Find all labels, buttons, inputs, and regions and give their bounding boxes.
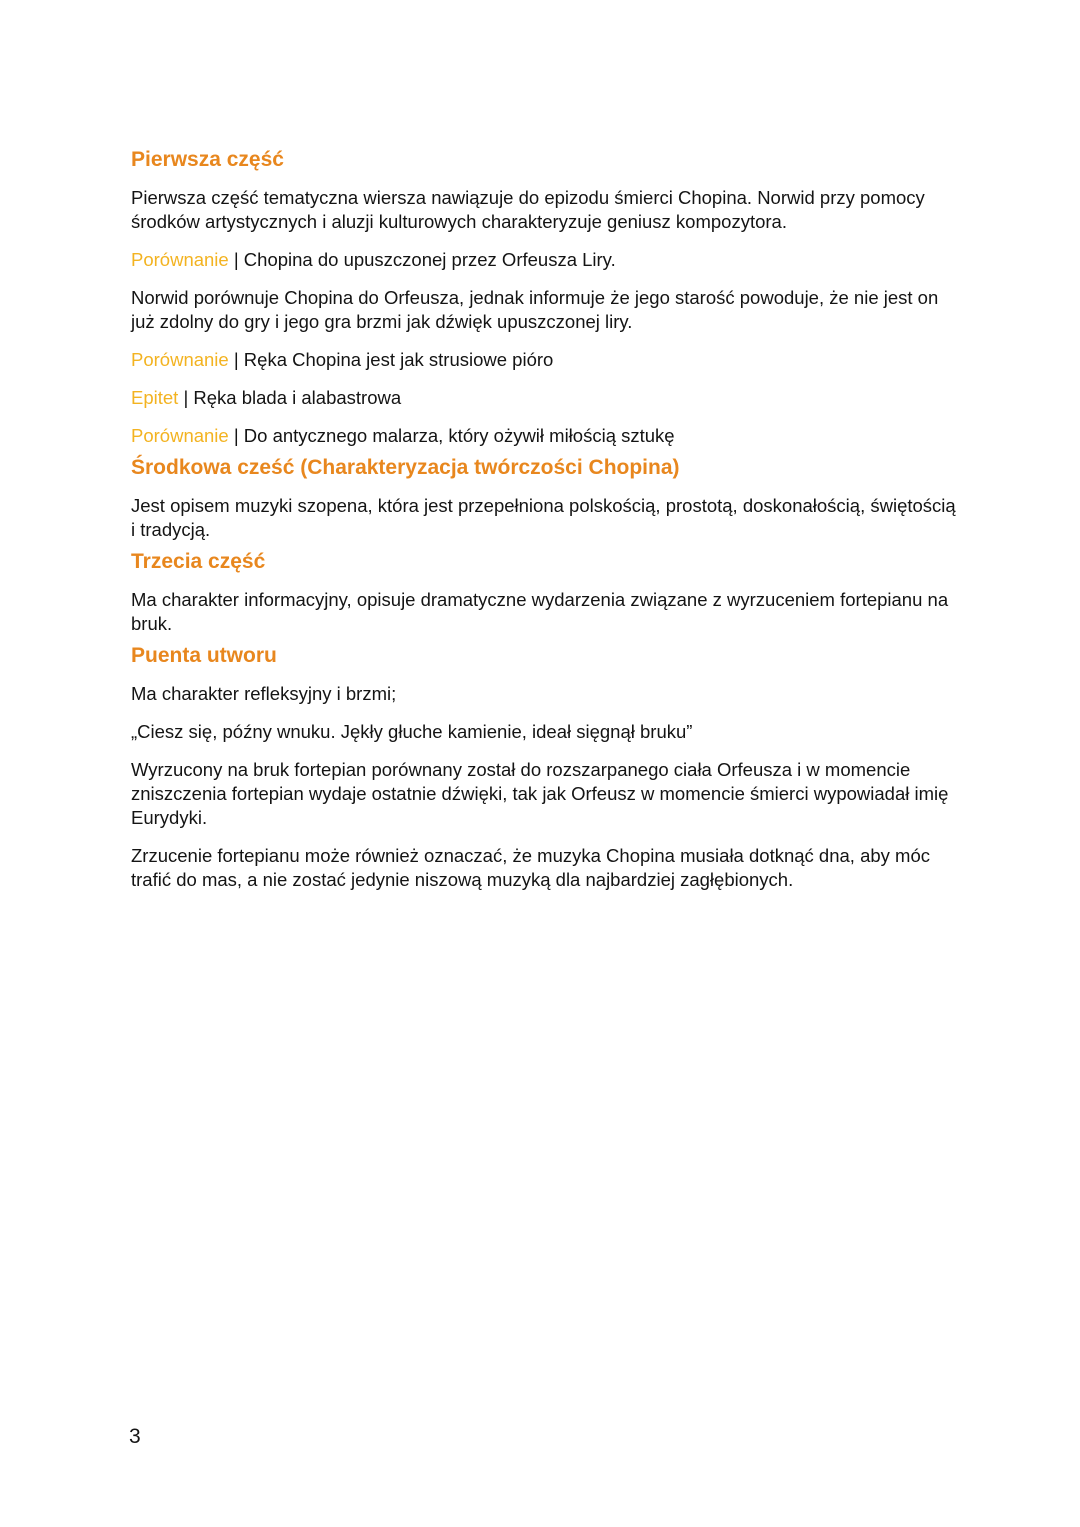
device-separator: | [233, 249, 239, 270]
device-line-4 [131, 424, 961, 448]
device-separator: | [233, 349, 239, 370]
device-tag: Porównanie [131, 249, 229, 270]
paragraph-first-intro: Pierwsza część tematyczna wiersza nawiązuje do epizodu śmierci Chopina. Norwid przy pomocy środków artystycznych i aluzji kulturowych charakteryzuje geniusz kompozytora. [131, 187, 925, 232]
paragraph-third: Ma charakter informacyjny, opisuje dramatyczne wydarzenia związane z wyrzuceniem fortepianu na bruk. [131, 589, 949, 634]
heading-punchline: Puenta utworu [131, 644, 277, 667]
paragraph-thrown-piano: Wyrzucony na bruk fortepian porównany został do rozszarpanego ciała Orfeusza i w momencie zniszczenia fortepian wydaje ostatnie dźwięki, tak jak Orfeusz w momencie śmierci wypowiadał imię Eurydyki. [131, 759, 949, 828]
paragraph-punchline-intro: Ma charakter refleksyjny i brzmi; [131, 683, 397, 704]
device-line-3 [131, 386, 961, 410]
device-tag: Epitet [131, 387, 179, 408]
device-tag: Porównanie [131, 425, 229, 446]
document-page [131, 146, 961, 892]
device-line-2 [131, 348, 961, 372]
device-separator: | [233, 425, 239, 446]
page-number: 3 [129, 1425, 141, 1448]
device-tag: Porównanie [131, 349, 229, 370]
heading-first-part: Pierwsza część [131, 148, 284, 171]
quote: „Ciesz się, późny wnuku. Jękły głuche kamienie, ideał sięgnął bruku” [131, 721, 693, 742]
device-separator: | [183, 387, 189, 408]
paragraph-meaning: Zrzucenie fortepianu może również oznaczać, że muzyka Chopina musiała dotknąć dna, aby móc trafić do mas, a nie zostać jedynie niszową muzyką dla najbardziej zagłębionych. [131, 845, 930, 890]
heading-middle-part: Środkowa cześć (Charakteryzacja twórczości Chopina) [131, 456, 680, 479]
device-line-1 [131, 248, 961, 272]
paragraph-middle: Jest opisem muzyki szopena, która jest przepełniona polskością, prostotą, doskonałością, świętością i tradycją. [131, 495, 956, 540]
device-text: Ręka blada i alabastrowa [193, 387, 402, 408]
paragraph-orfeusz: Norwid porównuje Chopina do Orfeusza, jednak informuje że jego starość powoduje, że nie jest on już zdolny do gry i jego gra brzmi jak dźwięk upuszczonej liry. [131, 287, 939, 332]
device-text: Do antycznego malarza, który ożywił miłością sztukę [243, 425, 675, 446]
heading-third-part: Trzecia część [131, 550, 266, 573]
device-text: Chopina do upuszczonej przez Orfeusza Liry. [243, 249, 616, 270]
device-text: Ręka Chopina jest jak strusiowe pióro [243, 349, 554, 370]
